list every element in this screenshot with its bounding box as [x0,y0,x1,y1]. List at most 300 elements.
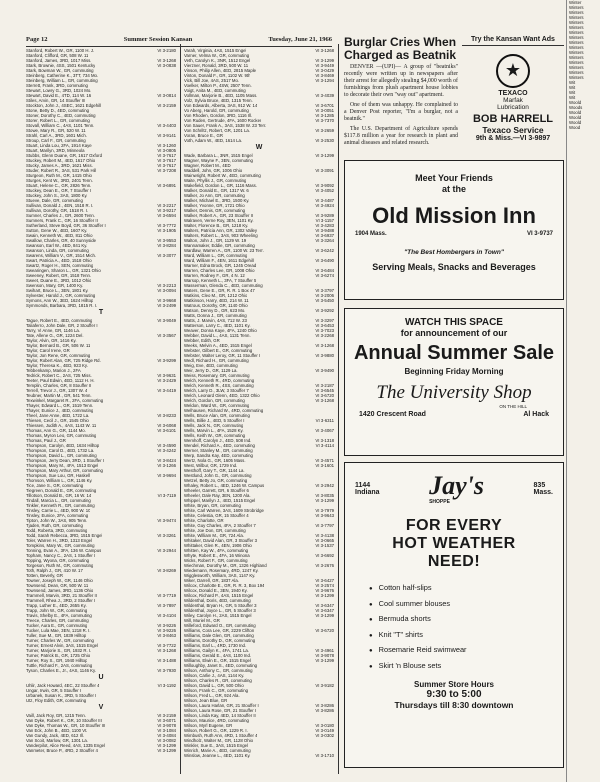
entry-phone: VI 3-0814 [157,93,176,98]
entry-name: Watkinson, Harry, 4ED, 214 W. 11 [184,298,249,303]
entry-name: Walters, Robert L., 3AS, 903 Wheeling [184,233,258,238]
entry-name: Swihart, Bruce L., 3EN, 1801 Ky. [26,288,89,293]
entry-phone: VI 3-0665 [315,538,334,543]
entry-phone: VI 3-2006 [315,293,334,298]
entry-phone: VI 3-8286 [315,708,334,713]
list-item: ● Cool summer blouses [369,597,563,613]
entry-name: Winslow, Jeanne L., 4ED, 1101 Ky. [184,753,251,758]
entry-name: Veth, Carolyn K., 3NR, 1512 Engel [184,58,251,63]
ad-title: Old Mission Inn [372,203,536,228]
entry-phone: VI 3-9880 [315,353,334,358]
entry-name: Wilson, Jean Blue, GR [184,698,228,703]
entry-name: Thomas, Myron Leo, GR, commuting [26,433,97,438]
entry-name: Stewart, Lowry G., 3RD, 1024 Mo. [26,88,92,93]
entry-name: Thomas, Paul J., GR [26,438,66,443]
entry-phone: VI 3-1299 [157,743,176,748]
entry-phone: VI 3-6594 [157,213,176,218]
entry-name: Toler, Warren H., 3RD, 1313 Engel [26,538,92,543]
entry-name: Trapp, Luther E., 4ED, 2655 Ky. [26,603,87,608]
directory-entry [26,748,176,753]
entry-name: Ward, William L., GR, commuting [184,253,248,258]
entry-phone: VI 3-1268 [157,648,176,653]
page-number: Page 12 [26,36,48,43]
entry-name: Tague, Robert E., 4ED, commuting [26,318,93,323]
entry-name: Wilson, Laura Rose, GR, 21 Stouffer I [184,708,257,713]
entry-name: Varah, Virginia, 4AS, 1515 Engel [184,48,247,53]
entry-name: Stockton, John J., 4SEC, 1621 Edgehill [26,103,102,108]
entry-name: Torgeson, Ruth M., GR, commuting [26,563,94,568]
entry-name: Weir, Jerry D., GR, 1129 La. [184,368,238,373]
entry-phone: VI 3-2944 [157,548,176,553]
entry-name: Symons, Ann W., 3ED, 1624 Hilltop [26,298,94,303]
entry-phone: VI 3-6347 [315,608,334,613]
entry-name: Sylvester, Harold J., GR, commuting [26,293,96,298]
entry-name: Turner, Patrick B., GR, 1725 Ohio [26,653,91,658]
entry-phone: VI 3-6427 [315,578,334,583]
entry-name: Taylor, Jon Rene, GR, commuting [26,353,91,358]
entry-name: Weeks, Melvin A., 4ED, 1515 Engel [184,343,252,348]
entry-name: Tebbenkamp, Marion J., 2FA [26,368,81,373]
entry-phone: VI 3-2659 [315,128,334,133]
entry-phone: VI 3-6545 [315,388,334,393]
entry-phone: VI 3-8269 [157,568,176,573]
entry-name: Stone, Betty D., 4ED, commuting [26,108,90,113]
entry-phone: VI 3-1268 [315,343,334,348]
entry-name: Voth, Adam W., 4ED, 1614 La. [184,138,243,143]
entry-name: Wiedemann, Rosemary, 4RD, 1247 Ky. [184,568,259,573]
entry-phone: VI 3-3264 [315,238,334,243]
entry-phone: VI 3-7719 [157,593,176,598]
entry-name: Vick, Bill Joe, 4AS, 2517 Mo. [184,78,240,83]
edge-text-fragment: Wood [569,125,581,130]
entry-phone: VI 3-4052 [315,188,334,193]
entry-name: Urbanek, Susan K., 3RD, 5 Stouffer I [26,693,97,698]
entry-name: Wicks, Robert F., GR, commuting [184,558,248,563]
entry-phone: VI 3-4924 [315,203,334,208]
entry-phone: VI 3-9182 [315,683,334,688]
entry-phone: VI 3-9049 [157,318,176,323]
entry-name: Wheeler, Dale Ray, 3EN, 1200 Ala. [184,493,251,498]
page-header [26,36,332,47]
entry-name: Wells, Billie J., 4ED, 5 Stouffer I [184,418,245,423]
entry-phone: VI 3-6101 [157,428,176,433]
entry-name: Werp, Sandra Kay, 4ED, commuting [184,453,253,458]
entry-phone: VI 3-2159 [157,713,176,718]
entry-name: Vanmeter, Bruce P., 4RD, 2 Stouffer 4 [26,748,98,753]
entry-name: Welch, Larry D., 3LW, 3 Stouffer 7 [184,388,249,393]
entry-phone: VI 3-1299 [315,58,334,63]
entry-name: Wiker, Darrell, GR, 1837 Ala. [184,578,239,583]
list-item: ● Cotton half-slips [369,581,563,597]
entry-name: Wells, Bruce Alan, GR, commuting [184,413,250,418]
headline-line: FOR EVERY [405,517,503,534]
entry-name: White, Bryan, GR, commuting [184,503,241,508]
entry-name: Wigglesworth, William, 3AS, 1147 Ky. [184,573,256,578]
entry-phone: VI 3-6068 [157,423,176,428]
entry-name: Wells, Jack N., GR, commuting [184,423,244,428]
column-divider [338,44,339,774]
entry-name: Thayer, Edward L., GR, 1519 Tenn. [26,403,94,408]
entry-name: Studer, Robert R., 3AS, 531 Park Hill [26,168,97,173]
entry-name: Walraven, Verne Roy, 3EN, 1101 Ky. [184,218,254,223]
entry-name: Whittaker, Glen R., 4EN, 1906 Ohio [184,543,252,548]
entry-phone: VI 3-8463 [157,633,176,638]
entry-phone: VI 3-1299 [315,613,334,618]
entry-phone: VI 3-3797 [315,288,334,293]
entry-name: Walker, Michael E., 3RD, 1500 Ky. [184,198,250,203]
entry-phone: VI 3-9631 [157,373,176,378]
entry-phone: VI 3-4104 [157,613,176,618]
entry-name: Townsend, James, 3RD, 1136 Ohio [26,588,94,593]
edge-text-fragment: Winter [569,0,582,5]
entry-name: Teeter, Paul Edwin, 4ED, 1112 H. H. [26,378,95,383]
ad-sale-title: Annual Summer Sale [353,342,555,364]
jays-headline [345,517,563,571]
entry-name: Swallow, Charles, GR, 40 Sunnyside [26,238,96,243]
ad-address-row [345,229,563,239]
entry-phone: VI 3-7897 [157,603,176,608]
entry-phone: VI 3-2268 [315,333,334,338]
entry-name: Uhlir, Jack Howard, 4EC, 22 Stouffer 4 [26,683,100,688]
entry-name: Webster, Walter Leroy, GR, 11 Stouffer I [184,353,261,358]
headline-line: HOT WEATHER [392,535,516,552]
ad-phone: VI 3-9737 [526,231,553,237]
entry-phone: VI 3-1488 [157,658,176,663]
jays-hours [345,680,563,710]
directory-letter-heading: V [98,704,104,711]
entry-name: Wilson, Carlie J., 4AS, 1144 Ky. [184,673,245,678]
issue-date: Tuesday, June 21, 1966 [268,36,332,43]
entry-name: Welch, Kenneth R., 4RD, commuting [184,378,255,383]
entry-name: Tucker, Lula Mae, 3EN, 1218 R. I. [26,628,91,633]
entry-name: Tipton, John W., 3AS, 905 Tenn. [26,518,88,523]
entry-name: Todd, Roberta, 3RD, commuting [26,528,88,533]
entry-name: Waite, Phyllis J., GR, commuting [184,178,247,183]
entry-phone: VI 3-0838 [157,63,176,68]
entry-phone: VI 3-9488 [315,228,334,233]
edge-text-fragment: Winters [569,60,584,65]
entry-name: Stubbs, Glenn Duane, GR, 1617 Oxford [26,153,102,158]
entry-name: Weiss, Rosemary, GR, commuting [184,373,250,378]
edge-text-fragment: Wit [569,80,576,85]
entry-name: Whyte, Robert E., 4FA, 16 Winona [184,553,250,558]
entry-name: Williams, Cora Lee, GR, 2229 Clifton [184,628,255,633]
texaco-name: BOB HARRELL [472,113,554,125]
entry-name: Wells, Keith W., GR, commuting [184,433,246,438]
entry-name: Stanford, James, 3RD, 1017 Miss. [26,58,92,63]
entry-name: Taylor, Carol Irene, GR [26,348,70,353]
entry-name: Warner, Edna Brock, GR, 1245 Oread [184,263,257,268]
entry-name: Wetzel, Betty Jo, GR, commuting [184,478,248,483]
entry-name: Webster, Gilbert E., GR, commuting [184,348,253,353]
entry-name: Texwinkel, Margaret R., 2FA, commuting [26,398,104,403]
entry-name: Wardlaw, Warren A., GR, 1100 W. 23 Terr. [184,248,264,253]
entry-phone: VI 3-0302 [315,733,334,738]
entry-name: Watts, Donna J., GR, commuting [184,313,247,318]
entry-name: Wilson, Charles R., GR, commuting [184,678,252,683]
entry-name: Von Schriltz, Robert, GR, 1201 La. [184,128,250,133]
entry-name: Vollman, Marjorie B., 4ED, 1105 Mass. [184,93,258,98]
list-item: ● Skirt 'n Blouse sets [369,659,563,675]
entry-name: Sullivan, Donald J., 4EN, 1518 R. I. [26,203,94,208]
entry-name: Walton, John J., GR, 1129 W. 19 [184,238,247,243]
entry-phone: VI 3-7617 [157,163,176,168]
headline-line: NEED! [427,553,481,570]
entry-phone: VI 3-9217 [157,208,176,213]
entry-name: Tate, Allene G., GR, 1224 Del. [26,333,84,338]
entry-name: Vaill, Jack Roy, GR, 1215 Tenn. [26,713,86,718]
entry-name: Wilson, Maurice, 4RD, commuting [184,718,249,723]
entry-phone: VI 3-8424 [157,458,176,463]
entry-name: Von Sauer, Frank A., 3AS, 1538 W. 23 Terr. [184,123,267,128]
entry-name: Stanford, Robert W., GR, 1100 H. J. [26,48,95,53]
right-address-street: Mass. [533,489,553,496]
entry-name: Walker, Robert A., GR, 23 Stouffer II [184,213,254,218]
entry-phone: VI 3-0429 [315,68,334,73]
entry-phone: VI 3-6692 [315,553,334,558]
entry-name: Tompkins, Mary W., GR, commuting [26,543,95,548]
entry-name: Stark, Brownie, 4SS, 1501 Kentucky [26,63,96,68]
directory-column-1 [26,48,176,772]
entry-phone: VI 3-1268 [315,48,334,53]
entry-name: Wildenthal, Joyce L., GR, 5 Stouffer 3 [184,608,256,613]
edge-text-fragment: Winters [569,45,584,50]
entry-phone: VI 3-9474 [157,518,176,523]
entry-name: Townsend, Dean, GR, 500 W. 11 [26,583,89,588]
directory-column-2 [184,48,334,772]
entry-name: Swenson, Mary, GR, 1400 Ky. [26,283,84,288]
entry-name: Thiesen, Cecil J., GR, 1545 Ohio [26,418,89,423]
entry-name: Swarens, William V., GR, 1514 Mich. [26,253,97,258]
entry-phone: VI 3-3091 [315,168,334,173]
entry-name: Strahl, Carl A., 3RD, 1601 Mich. [26,133,87,138]
entry-name: Wilcox, Charlotte E., GR, R. R. 3, Box 194 [184,583,265,588]
entry-name: Stiles, Arvin, GR, 14 Stouffer III [26,98,86,103]
entry-name: White, Charlotte, GR [184,518,224,523]
entry-phone: VI 3-1285 [315,113,334,118]
entry-phone: VI 3-6071 [157,718,176,723]
entry-phone: VI 3-0082 [157,738,176,743]
entry-phone: VI 3-1260 [157,143,176,148]
entry-name: Totten, Beverly, GR [26,573,63,578]
entry-phone: VI 3-2217 [157,203,176,208]
entry-name: Westhoff, Gary T., GR, 1144 La. [184,468,245,473]
jays-item-list [369,581,563,674]
entry-phone: VI 3-6720 [315,393,334,398]
university-shop-ad [344,308,564,456]
entry-name: Wimbush, Ruth Ann, 4RD, 1 Stouffer 4 [184,733,258,738]
entry-phone: VI 3-7119 [157,493,176,498]
edge-text-fragment: Winters [569,25,584,30]
entry-name: Utz, Floy Edith, GR, commuting [26,698,87,703]
entry-name: Wagner, Wayne F., 3EN, commuting [184,158,253,163]
entry-name: Waters, Gene E., GR, R. R. 1 Box 47 [184,288,255,293]
directory-entry [184,753,334,758]
entry-name: Swearingen, Sharon L., GR, 1321 Ohio [26,268,101,273]
entry-phone: VI 3-3297 [315,318,334,323]
entry-name: White, Joe Don, GR, commuting [184,528,246,533]
entry-name: Varner, Velma W., GR, commuting [184,53,250,58]
entry-phone: VI 3-1299 [315,153,334,158]
entry-name: Waddell, John, GR, 1006 Ohio [184,168,243,173]
entry-name: Stovall, William C., 4AS, 1101 Tenn. [26,123,95,128]
entry-name: Wedl, Richard H., GR, commuting [184,358,249,363]
ad-serving: Serving Meals, Snacks and Beverages [372,262,536,272]
hours-title: Summer Store Hours [413,680,495,689]
entry-name: Walters, Patricia Ann, GR, 1302 Valley [184,228,258,233]
ad-meet-line [345,173,563,195]
entry-name: Thompson, Jerry Dean, 3RD, 1 Stouffer I [26,458,105,463]
entry-phone: VI 3-0805 [157,148,176,153]
at-text: at the [441,184,466,194]
entry-name: Van Dyke, Robert K., GR, 10 Stouffer III [26,718,102,723]
texaco-line2: Lubrication [497,104,529,111]
entry-phone: VI 3-6937 [315,233,334,238]
entry-name: Wakefield, Gordon L., GR, 1116 Mass. [184,183,257,188]
entry-name: Voelker, Milton P., 4SW, 2507 Tenn. [184,83,252,88]
entry-name: Wertz, Nola G., GR, 1605 Mass. [184,458,246,463]
entry-name: Van Scoit, Marlow, GR, 1301 La. [26,738,89,743]
jays-left-address [355,482,380,496]
entry-name: Wagner, Robert M., 4ED [184,163,231,168]
entry-name: Von Edwards, Alberta, 3AS, 912 W. 14 [184,103,258,108]
entry-name: Thomas, Ann G., GR, 1144 Mo. [26,428,86,433]
entry-name: Thompson, Carolyn, 4ED, 1634 Hilltop [26,443,100,448]
edge-text-fragment: Woold [569,115,582,120]
directory-letter-heading: W [255,144,263,151]
entry-name: Wilcox, Richard P., 4AS, 1515 Engel [184,593,254,598]
entry-name: Williams, Earl L., 4RD, 1730 Ind. [184,643,247,648]
headline-line-2: Charged as Beatnik [344,48,457,62]
entry-name: Wildenthal, Bryan H., GR, 5 Stouffer 3 [184,603,257,608]
entry-name: Stuckey, Dean E., GR, 7 Stouffer I [26,188,92,193]
entry-phone: VI 3-1157 [315,218,334,223]
entry-name: Walker, Dennis, GR, commuting [184,208,245,213]
entry-phone: VI 3-2676 [315,563,334,568]
entry-name: Storer, Robert L., GR, commuting [26,118,90,123]
entry-name: Stowe, Mary R., GR, 520 W. 11 [26,128,86,133]
entry-name: Weldon, Ward W., GR, commuting [184,403,250,408]
entry-name: Stuart, Helene C., GR, 2826 Tenn. [26,183,92,188]
entry-name: Theel, Jane Anne, 4ED, 1722 La. [26,413,90,418]
entry-phone: VI 3-4571 [315,458,334,463]
entry-name: Watrous, Dorothy, GR, 1140 Ohio [184,303,248,308]
entry-name: Tuttle, Richard F., 2AS, commuting [26,663,93,668]
entry-phone: VI 3-1601 [315,463,334,468]
entry-name: Stuart, Marilyn, 3RD, Minneola [26,148,85,153]
entry-phone: VI 3-6701 [315,103,334,108]
edge-text-fragment: Winters [569,70,584,75]
entry-phone: VI 3-9449 [315,63,334,68]
list-item: ● Bermuda shorts [369,612,563,628]
entry-name: Ward, William F., 4EN, 1611 Edgehill [184,258,254,263]
entry-name: Volz, Sylvia Bruce, 4ED, 1315 Tenn. [184,98,253,103]
entry-phone: VI 3-1318 [315,438,334,443]
entry-phone: VI 3-9078 [315,653,334,658]
entry-phone: VI 3-2187 [315,383,334,388]
entry-phone: VI 3-9694 [157,473,176,478]
entry-name: Wildenthal, Doris, 4ED, commuting [184,598,251,603]
entry-name: Topham, Nancy C., 2AS, 1 Stouffer I [26,553,96,558]
entry-name: Walker, Jo Ann, GR, commuting [184,193,245,198]
entry-name: Sullivan, Dorothy, GR, 1518 R. I. [26,208,89,213]
texaco-address: 9th & Miss.—VI 3-9897 [475,135,551,142]
entry-name: Tinsley, Eunice, 2FA, commuting [26,513,89,518]
entry-phone: VI 3-6242 [315,248,334,253]
texaco-brand: TEXACO [498,90,528,97]
entry-name: Taylor, Theresa K., 4ED, 923 Ky. [26,363,88,368]
edge-text-fragment: Winters [569,40,584,45]
entry-name: Sweet, Duane E., 3RD, 1012 Ohio [26,278,92,283]
entry-name: Stueve, Dale, GR, commuting [26,198,83,203]
entry-phone: VI 3-1268 [315,398,334,403]
entry-name: Wannamaker, Eddie, GR, commuting [184,243,255,248]
entry-phone: VI 3-3077 [157,253,176,258]
entry-name: Wilson, Laura Harlan, GR, 21 Stouffer I [184,703,259,708]
entry-phone: VI 3-4283 [315,223,334,228]
entry-name: Turner, Marjorie S., GR, 1932 R. I. [26,648,92,653]
entry-name: Trapp, John W., GR, commuting [26,608,88,613]
edge-text-fragment: Winters [569,30,584,35]
entry-phone: VI 3-1294 [315,78,334,83]
entry-phone: VI 3-7208 [157,168,176,173]
edge-text-fragment: Winters [569,65,584,70]
entry-phone: VI 3-9292 [315,308,334,313]
entry-phone: VI 3-2499 [157,303,176,308]
entry-name: Wells, Marvin L., 4FA, 1528 Ky. [184,428,244,433]
shop-tagline: ON THE HILL [499,404,527,409]
entry-phone: VI 3-4114 [315,443,334,448]
shop-name-logo: The University Shop [376,382,532,403]
article-body [344,64,458,147]
entry-name: Willeford, Edward O., GR, commuting [184,623,256,628]
ad-begin: Beginning Friday Morning [404,367,504,376]
entry-phone: VI 3-6891 [157,183,176,188]
ad-watch: WATCH THIS SPACE [405,317,503,328]
entry-name: Sturges, Kent W., 3RD, 2401 Tenn. [26,178,93,183]
entry-name: Wilson, David L., GR, 500 Ohio [184,683,244,688]
entry-name: Trammell, Marvin, 3RD, 21 Stouffer II [26,593,97,598]
hours-value: 9:30 to 5:00 [426,689,482,700]
entry-name: Swanson, Linda, GR, commuting [26,248,89,253]
texaco-ad [462,52,564,148]
entry-name: Stuckey, John S., 3AS, 1800 Ky. [26,193,88,198]
entry-phone: VI 3-4403 [157,123,176,128]
directory-letter-heading: U [98,674,104,681]
entry-name: Sutherland, Steve Boyd, GR, 36 Stouffer I [26,223,106,228]
entry-name: Swartz, Roger H., SEN, commuting [26,263,94,268]
entry-name: Winrich, Marie A., 4ED, commuting [184,748,251,753]
edge-text-fragment: Winters [569,75,584,80]
edge-text-fragment: Wit [569,95,576,100]
meet-text: Meet Your Friends [415,173,493,183]
entry-name: Wilson, Fred L., GR, 924 Ala. [184,693,240,698]
list-item: ● Knit "T" shirts [369,628,563,644]
entry-phone: VI 3-1268 [157,58,176,63]
edge-text-fragment: Wit [569,90,576,95]
entry-phone: VI 3-6484 [315,268,334,273]
entry-name: Travis, Shelby E., 4FA, commuting [26,613,92,618]
article-paragraph: The U.S. Department of Agriculture spends $117.8 million a year for research in plant and animal diseases and related research. [344,126,458,146]
entry-name: Webber, David L., 4AS, 1131 Tenn. [184,333,251,338]
entry-phone: VI 3-0180 [315,723,334,728]
entry-name: Turner, Ernest Alvin, 3AS, 1515 Engel [26,643,98,648]
entry-name: Swanson, Earl W., 4ED, 841 Ky. [26,243,88,248]
entry-phone: VI 3-7797 [315,523,334,528]
entry-name: Teubner, Martin M., GR, 541 Tenn. [26,393,92,398]
hours-thursday: Thursdays till 8:30 downtown [394,700,514,710]
entry-phone: VI 3-6490 [315,258,334,263]
